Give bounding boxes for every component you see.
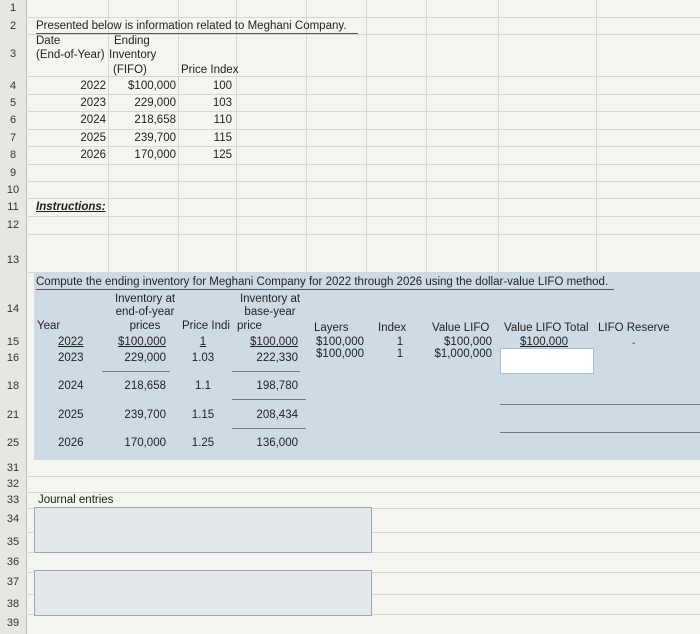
table-inventory-eoy[interactable]: 218,658 — [124, 380, 166, 392]
header-inventory-eoy: prices — [129, 320, 161, 332]
problem-price-index: 100 — [212, 80, 232, 92]
row-header[interactable]: 8 — [9, 149, 17, 161]
row-header[interactable]: 37 — [6, 576, 20, 588]
table-inventory-base[interactable]: $100,000 — [250, 336, 298, 348]
table-year: 2026 — [58, 437, 84, 449]
gridline — [178, 0, 179, 272]
cell-underline — [232, 399, 306, 400]
row-header[interactable]: 38 — [6, 598, 20, 610]
header-year: Year — [37, 320, 61, 332]
problem-price-index: 125 — [212, 149, 232, 161]
table-layer-index[interactable]: 1 — [396, 348, 404, 360]
header-inventory-base: base-year — [244, 306, 296, 318]
gridline — [26, 164, 700, 165]
journal-entry-2023-box[interactable] — [34, 507, 372, 553]
journal-entry-2024-box[interactable] — [34, 570, 372, 616]
gridline — [236, 0, 237, 272]
gridline — [26, 216, 700, 217]
problem-year: 2023 — [80, 97, 106, 109]
problem-inventory: 218,658 — [134, 114, 176, 126]
row-header[interactable]: 5 — [9, 97, 17, 109]
table-price-index[interactable]: 1.03 — [191, 352, 215, 364]
gridline — [26, 76, 700, 77]
table-price-index[interactable]: 1.1 — [195, 380, 211, 392]
row-header[interactable]: 2 — [9, 20, 17, 32]
gridline — [26, 17, 700, 18]
problem-year: 2026 — [80, 149, 106, 161]
table-year: 2023 — [58, 352, 84, 364]
problem-inventory: 239,700 — [134, 132, 176, 144]
row-header[interactable]: 9 — [9, 167, 17, 179]
gridline — [366, 0, 367, 272]
row-header[interactable]: 33 — [6, 494, 20, 506]
cell-underline — [102, 371, 170, 372]
table-value-lifo-total[interactable]: $100,000 — [520, 336, 568, 348]
header-price-index: Price Index — [181, 64, 239, 76]
row-header[interactable]: 15 — [6, 336, 20, 348]
row-header[interactable]: 35 — [6, 536, 20, 548]
table-layer-index[interactable]: 1 — [396, 336, 404, 348]
instruction-underline — [36, 289, 614, 290]
table-inventory-eoy[interactable]: 239,700 — [124, 409, 166, 421]
problem-intro: Presented below is information related to Meghani Company. — [36, 20, 347, 32]
header-inventory: Inventory — [109, 49, 157, 61]
gridline — [26, 129, 700, 130]
problem-price-index: 115 — [213, 132, 232, 144]
header-value-lifo: Value LIFO — [432, 322, 490, 334]
header-value-lifo-total: Value LIFO Total — [504, 322, 589, 334]
row-header[interactable]: 12 — [6, 219, 20, 231]
table-value-lifo[interactable]: $100,000 — [444, 336, 492, 348]
row-header[interactable]: 39 — [6, 617, 20, 629]
problem-inventory: 170,000 — [134, 149, 176, 161]
row-header[interactable]: 31 — [6, 462, 20, 474]
gridline — [26, 234, 700, 235]
row-header[interactable]: 36 — [6, 556, 20, 568]
journal-entries-label: Journal entries — [38, 494, 114, 506]
table-price-index[interactable]: 1 — [199, 336, 207, 348]
row-header[interactable]: 11 — [7, 201, 19, 213]
gridline — [26, 111, 700, 112]
table-inventory-eoy[interactable]: 229,000 — [124, 352, 166, 364]
row-header[interactable]: 3 — [9, 48, 17, 60]
header-price-index-short: Price Indi — [182, 320, 230, 332]
instruction-text: Compute the ending inventory for Meghani Company for 2022 through 2026 using the dollar-value LIFO method. — [36, 276, 609, 288]
row-header[interactable]: 6 — [9, 114, 17, 126]
table-inventory-base[interactable]: 208,434 — [256, 409, 298, 421]
gridline — [498, 0, 499, 272]
table-value-lifo[interactable]: $1,000,000 — [434, 348, 492, 360]
problem-price-index: 110 — [213, 114, 232, 126]
table-inventory-base[interactable]: 136,000 — [256, 437, 298, 449]
header-layers: Layers — [314, 322, 349, 334]
table-layers[interactable]: $100,000 — [316, 336, 364, 348]
cell-underline — [500, 432, 700, 433]
table-inventory-base[interactable]: 198,780 — [256, 380, 298, 392]
problem-year: 2022 — [80, 80, 106, 92]
row-header[interactable]: 32 — [6, 478, 20, 490]
header-inventory-base: price — [237, 320, 262, 332]
gridline — [26, 181, 700, 182]
header-index: Index — [378, 322, 407, 334]
table-inventory-eoy[interactable]: $100,000 — [118, 336, 166, 348]
header-date: Date — [36, 35, 61, 47]
problem-inventory: $100,000 — [128, 80, 176, 92]
cell-underline — [232, 428, 306, 429]
header-inventory-base: Inventory at — [239, 293, 301, 305]
row-header[interactable]: 25 — [6, 437, 20, 449]
table-price-index[interactable]: 1.15 — [191, 409, 215, 421]
problem-price-index: 103 — [212, 97, 232, 109]
row-header[interactable]: 14 — [6, 303, 20, 315]
gridline — [26, 94, 700, 95]
problem-year: 2025 — [80, 132, 106, 144]
header-end-of-year: (End-of-Year) — [36, 49, 105, 61]
problem-year: 2024 — [80, 114, 106, 126]
problem-inventory: 229,000 — [134, 97, 176, 109]
row-header[interactable]: 18 — [6, 380, 20, 392]
header-fifo: (FIFO) — [113, 64, 147, 76]
cell-underline — [500, 404, 700, 405]
row-header[interactable]: 13 — [6, 254, 20, 266]
instructions-label: Instructions: — [36, 201, 106, 213]
gridline — [426, 0, 427, 272]
gridline — [26, 198, 700, 199]
cell-underline — [232, 371, 300, 372]
table-year: 2025 — [58, 409, 84, 421]
header-lifo-reserve: LIFO Reserve — [598, 322, 670, 334]
table-inventory-base[interactable]: 222,330 — [256, 352, 298, 364]
gridline — [596, 0, 597, 272]
gridline — [26, 492, 700, 493]
row-number-column — [0, 0, 27, 634]
table-layers[interactable]: $100,000 — [316, 348, 364, 360]
value-lifo-total-input[interactable] — [500, 348, 594, 374]
header-inventory-eoy: Inventory at — [114, 293, 176, 305]
header-ending: Ending — [114, 35, 150, 47]
lifo-reserve-cell[interactable]: - — [632, 338, 636, 349]
gridline — [26, 476, 700, 477]
row-header[interactable]: 4 — [9, 80, 17, 92]
row-header[interactable]: 1 — [9, 2, 17, 14]
table-year: 2024 — [58, 380, 84, 392]
gridline — [306, 0, 307, 272]
row-header[interactable]: 34 — [6, 513, 20, 525]
header-inventory-eoy: end-of-year — [115, 306, 175, 318]
table-year: 2022 — [58, 336, 84, 348]
row-header[interactable]: 21 — [6, 409, 20, 421]
table-inventory-eoy[interactable]: 170,000 — [124, 437, 166, 449]
row-header[interactable]: 7 — [9, 132, 17, 144]
intro-underline — [36, 33, 358, 34]
gridline — [26, 146, 700, 147]
row-header[interactable]: 10 — [6, 184, 20, 196]
table-price-index[interactable]: 1.25 — [191, 437, 215, 449]
row-header[interactable]: 16 — [6, 352, 20, 364]
